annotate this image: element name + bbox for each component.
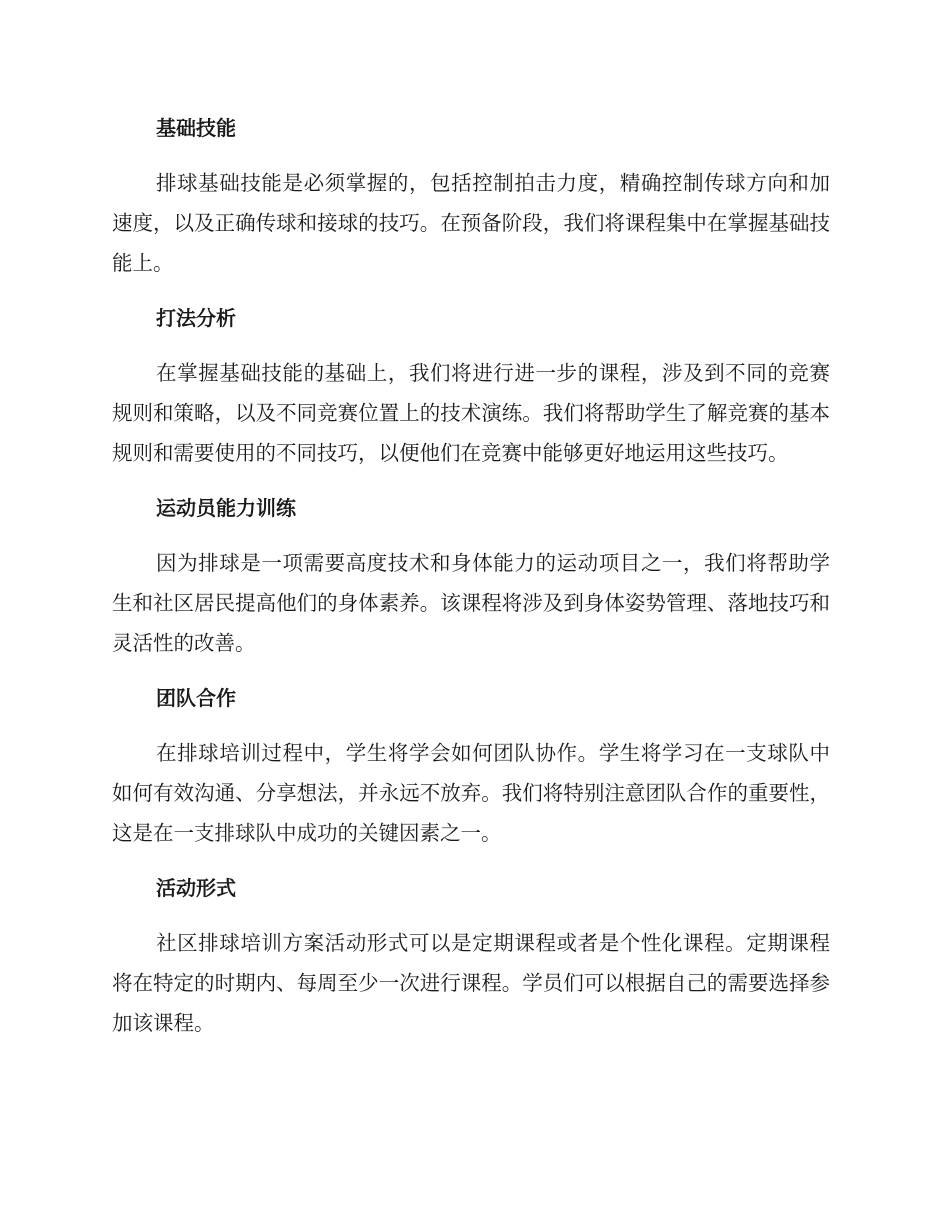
section-body-athlete-training: 因为排球是一项需要高度技术和身体能力的运动项目之一，我们将帮助学生和社区居民提高他们的身体素养。该课程将涉及到身体姿势管理、落地技巧和灵活性的改善。	[112, 551, 830, 655]
section-body-activity-format: 社区排球培训方案活动形式可以是定期课程或者是个性化课程。定期课程将在特定的时期内、每周至少一次进行课程。学员们可以根据自己的需要选择参加该课程。	[112, 931, 830, 1035]
section-heading-teamwork: 团队合作	[156, 686, 236, 710]
section-body-teamwork: 在排球培训过程中，学生将学会如何团队协作。学生将学习在一支球队中如何有效沟通、分享想法，并永远不放弃。我们将特别注意团队合作的重要性，这是在一支排球队中成功的关键因素之一。	[112, 741, 830, 845]
section-heading-activity-format: 活动形式	[156, 876, 236, 900]
section-heading-basic-skills: 基础技能	[156, 116, 236, 140]
section-body-basic-skills: 排球基础技能是必须掌握的，包括控制拍击力度，精确控制传球方向和加速度，以及正确传球和接球的技巧。在预备阶段，我们将课程集中在掌握基础技能上。	[112, 171, 830, 275]
section-body-tactics-analysis: 在掌握基础技能的基础上，我们将进行进一步的课程，涉及到不同的竞赛规则和策略，以及不同竞赛位置上的技术演练。我们将帮助学生了解竞赛的基本规则和需要使用的不同技巧，以便他们在竞赛中能够更好地运用这些技巧。	[112, 361, 830, 465]
section-heading-tactics-analysis: 打法分析	[156, 306, 236, 330]
section-heading-athlete-training: 运动员能力训练	[156, 496, 296, 520]
